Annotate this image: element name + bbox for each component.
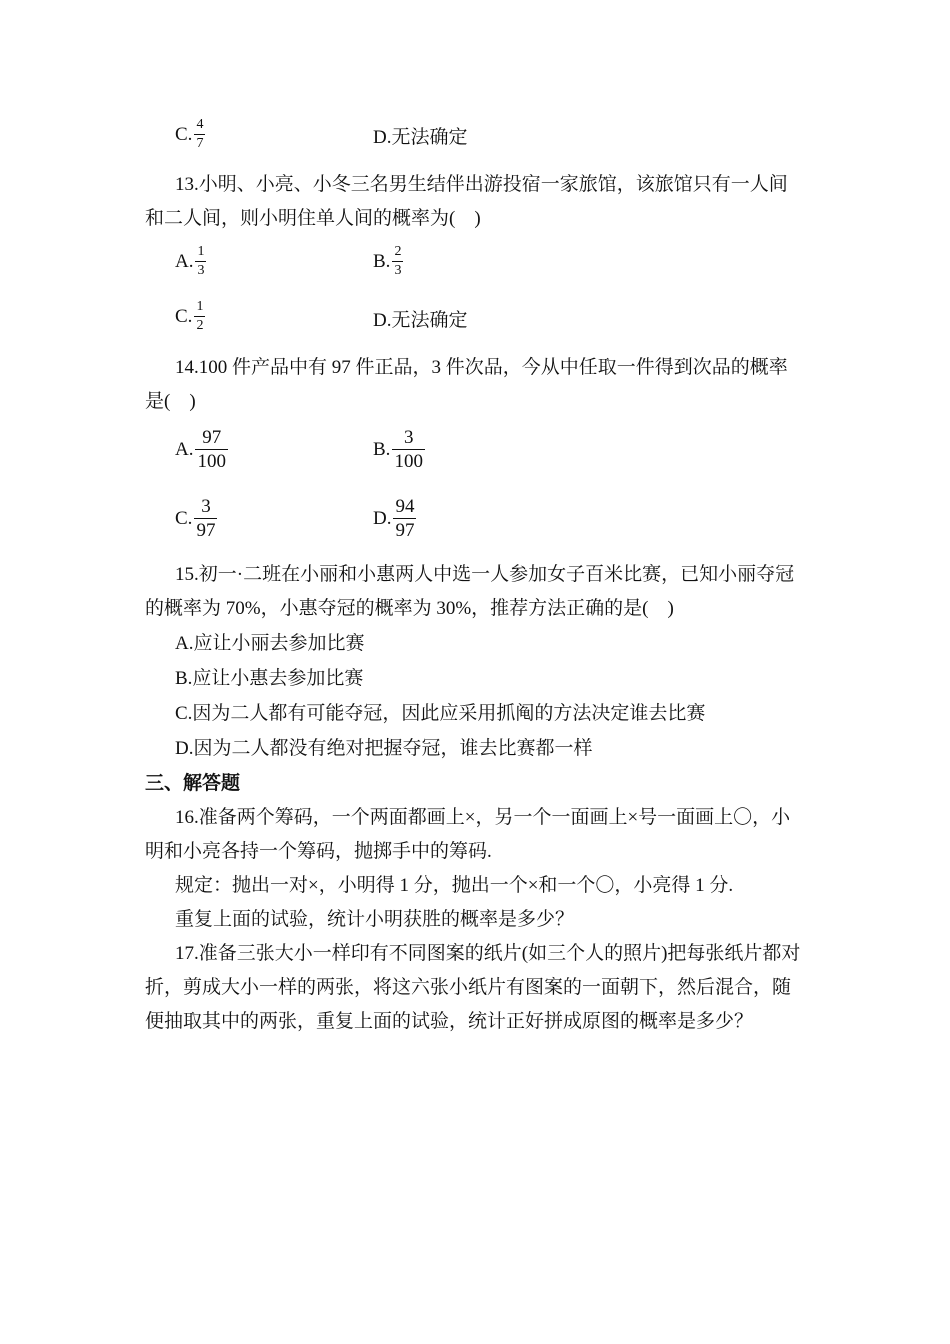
fraction: $\frac{2}{3}$ bbox=[394, 244, 402, 278]
q14-text-line1: 14.100 件产品中有 97 件正品，3 件次品，今从中任取一件得到次品的概率 bbox=[175, 357, 788, 378]
q17-text-line1: 17.准备三张大小一样印有不同图案的纸片(如三个人的照片)把每张纸片都对 bbox=[175, 943, 801, 964]
q14-text-line2: 是( ) bbox=[145, 391, 196, 412]
q16-text-line4: 重复上面的试验，统计小明获胜的概率是多少？ bbox=[175, 909, 575, 930]
fraction: $\frac{3}{100}$ bbox=[394, 427, 423, 472]
q13-text-line2: 和二人间，则小明住单人间的概率为( ) bbox=[145, 208, 481, 229]
fraction: $\frac{94}{97}$ bbox=[395, 496, 415, 541]
q13-text-line1: 13.小明、小亮、小冬三名男生结伴出游投宿一家旅馆，该旅馆只有一人间 bbox=[175, 174, 788, 195]
q16-text-line1: 16.准备两个筹码，一个两面都画上×，另一个一面画上×号一面画上〇，小 bbox=[175, 807, 791, 828]
q16-text-line2: 明和小亮各持一个筹码，抛掷手中的筹码. bbox=[145, 841, 492, 862]
q13-option-a: A. $\frac{1}{3}$ bbox=[175, 244, 205, 278]
fraction: $\frac{1}{2}$ bbox=[196, 299, 204, 333]
q13-option-d: D.无法确定 bbox=[373, 310, 468, 331]
q15-text-line1: 15.初一·二班在小丽和小惠两人中选一人参加女子百米比赛，已知小丽夺冠 bbox=[175, 564, 795, 585]
q13-option-c: C. $\frac{1}{2}$ bbox=[175, 299, 204, 333]
q15-option-b: B.应让小惠去参加比赛 bbox=[175, 668, 364, 689]
q12-option-d: D.无法确定 bbox=[373, 127, 468, 148]
q14-option-a: A. $\frac{97}{100}$ bbox=[175, 427, 226, 472]
q14-option-d: D. $\frac{94}{97}$ bbox=[373, 496, 415, 541]
q15-option-a: A.应让小丽去参加比赛 bbox=[175, 633, 365, 654]
q12-option-c: C. $\frac{4}{7}$ bbox=[175, 117, 204, 151]
q14-option-c: C. $\frac{3}{97}$ bbox=[175, 496, 216, 541]
q14-option-b: B. $\frac{3}{100}$ bbox=[373, 427, 423, 472]
q16-text-line3: 规定：抛出一对×，小明得 1 分，抛出一个×和一个〇，小亮得 1 分. bbox=[175, 875, 734, 896]
q13-option-b: B. $\frac{2}{3}$ bbox=[373, 244, 402, 278]
fraction: $\frac{3}{97}$ bbox=[196, 496, 216, 541]
q15-option-d: D.因为二人都没有绝对把握夺冠，谁去比赛都一样 bbox=[175, 738, 593, 759]
fraction: $\frac{97}{100}$ bbox=[197, 427, 226, 472]
q17-text-line2: 折，剪成大小一样的两张，将这六张小纸片有图案的一面朝下，然后混合，随 bbox=[145, 977, 792, 998]
q17-text-line3: 便抽取其中的两张，重复上面的试验，统计正好拼成原图的概率是多少？ bbox=[145, 1011, 754, 1032]
q15-option-c: C.因为二人都有可能夺冠，因此应采用抓阄的方法决定谁去比赛 bbox=[175, 703, 706, 724]
fraction: $\frac{4}{7}$ bbox=[196, 117, 204, 151]
q15-text-line2: 的概率为 70%，小惠夺冠的概率为 30%，推荐方法正确的是( ) bbox=[145, 598, 674, 619]
fraction: $\frac{1}{3}$ bbox=[197, 244, 205, 278]
section-heading: 三、解答题 bbox=[145, 773, 241, 794]
